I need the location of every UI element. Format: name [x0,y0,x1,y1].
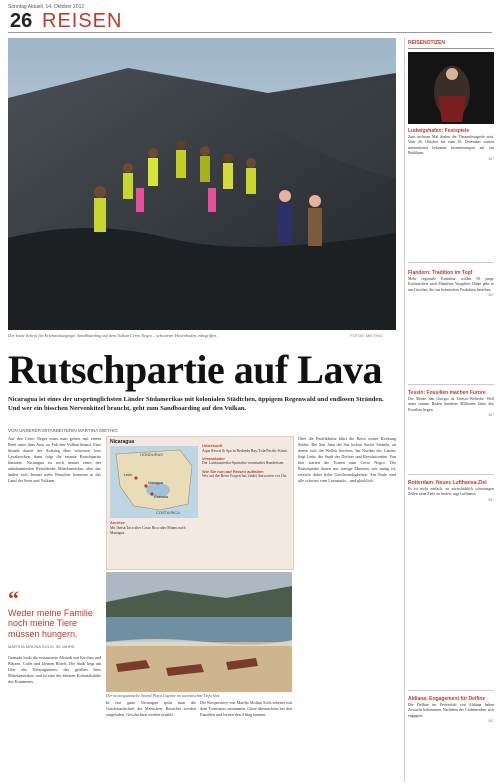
map-label-honduras: HONDURAS [140,452,163,457]
map-label-managua: Managua [148,481,163,485]
sidebar-item-body: Die Delfine im Ferienclub von Aldiana haben Zuwachs bekommen. Nachdem der Clubbetreiber sich engagiert. [408,703,494,718]
map-label-costa-rica: COSTA RICA [156,510,180,515]
info-heading: Veranstalter [202,455,225,461]
info-text: Der Lateinamerika-Spezialist veranstaltet Rundreisen. [202,461,285,466]
article-lead: Nicaragua ist eines der ursprünglichsten Länder Südamerikas mit kolonialen Städtchen, üppigem Regenwald und endlosen Stränden. Und wer ein bisschen Nervenkitzel braucht, geht zum Sandboarding auf den Vulkan. [8,396,384,412]
article-byline: VON UNSERER MITARBEITERIN MARTINA MIETHIG [8,428,118,433]
article-column-3: Die Kooperative von Martha Molina Solis arbeitet mit dem Tourismus zusammen. Gäste übernachten bei den Familien und lernen den Alltag kennen. [200,700,292,717]
volcano-hikers-illustration [8,38,396,330]
sidebar-item-body: Der Monte San Giorgio ist Unesco-Welterbe. Weil unter seinem Boden hunderte Millionen Jahre alte Fossilien liegen. [408,397,494,412]
sidebar-item-code: 567 [488,413,494,418]
sidebar-item-body: Mehr regionale Esskultur wollen 59 junge Küchenchefs nach Flanderns Vorgaben. Dabei geht es um Gerichte, die aus heimischen Produkten bestehen. [408,277,494,292]
map-label-granada: Granada [154,495,168,499]
sidebar-item [408,128,494,161]
sidebar-item [408,696,494,723]
sidebar-item-body: Es ist nicht einfach, zu wirtschaftlich schwierigen Zeiten neue Ziele zu finden, sagt Lufthansa. [408,487,494,497]
sidebar-item-title: Rotterdam: Neues Lufthansa-Ziel [408,480,487,486]
info-text: Wer auf der Reise Fragen hat, findet Antworten vor Ort. [202,474,287,479]
hero-caption: Der letzte Schritt für Erlebnishungrige: Sandboarding auf dem Vulkan Cerro Negro – schwarzer Hosenboden inbegriffen. [8,333,218,338]
quote-mark-icon: “ [8,586,19,611]
sidebar-item-code: 567 [488,497,494,502]
quote-text: Weder meine Familie noch meine Tiere müssen hungern. [8,607,93,640]
article-headline: Rutschpartie auf Lava [8,347,382,392]
map-icon [110,446,198,518]
sidebar-item [408,480,494,502]
sidebar-divider [408,690,494,691]
sidebar-item-code: 567 [488,719,494,724]
photo-credit: FOTOS: MIETHIG [350,333,383,338]
page-number: 26 [10,10,33,32]
sidebar-item-title: Flandern: Tradition im Topf [408,270,473,276]
sidebar-photo [408,52,494,124]
sidebar-item-title: Ludwigshafen: Festspiele [408,128,470,134]
sidebar-item-title: Tessin: Fossilien machen Furore [408,390,486,396]
article-column-1b: Granada lockt die restaurierte Altstadt mit Kirchen und Plätzen, Cafés und kleinen Hotels. Die Stadt liegt am Ufer des Nicaraguasees, des größten Sees Mittelamerikas, und ist eine der ältesten Kolonialstädte des Kontinents. [8,655,101,684]
sidebar-title: REISENOTIZEN [408,40,445,46]
quote-source: MARTHA MOLINA SOLIS, 59 JAHRE [8,643,75,649]
pull-quote [8,586,101,649]
beach-caption: Der nicaraguanische Strand Playa Gigante im touristischen Tiefschlaf. [106,693,220,698]
info-box-left [110,518,196,536]
sidebar-divider [408,474,494,475]
info-heading: Unterkunft [202,443,223,448]
beach-photo [106,572,292,692]
sidebar-item [408,390,494,417]
info-text: Aqua Resort & Spa in Redonda Bay, Tola/Pacific-Küste. [202,448,288,453]
sidebar-item-code: 567 [488,156,494,161]
sidebar-rule [408,48,494,49]
hero-photo [8,38,396,330]
sidebar-item-title: Aldiana: Engagement für Delfine [408,696,486,702]
section-title: REISEN [42,10,123,32]
article-column-1: Auf den Cerro Negro muss man gehen, mit einem Brett unter dem Arm, zu Fuß den Vulkan hinauf. Eine Stunde dauert der Aufstieg über schwarze, lose Lavabrocken, dann folgt die rasante Rutschpartie hinunter. Nicaragua ist noch immer eines der unbekanntesten Reiseländer Mittelamerikas, aber das ändert sich: Immer mehr Besucher kommen in das Land der Seen und Vulkane. [8,436,101,483]
article-column-2: In fast ganz Nicaragua spürt man die Gastfreundschaft der Menschen. Besucher werden eingeladen, Geschichten werden erzählt. [106,700,196,717]
sidebar-divider [408,384,494,385]
sidebar-item-body: Zum sechsten Mal finden die Theaterfestspiele statt. Vom 26. Oktober bis zum 16. Dezember warten international bekannte Inszenierungen auf ein Publikum. [408,135,494,156]
map-label-leon: León [124,473,132,477]
info-box-title: Nicaragua [110,439,135,445]
info-heading: Wie Sie nun auf Reisen auffallen [202,468,264,474]
info-text: Mit Iberia/Taca über Costa Rica oder Miami nach Managua. [110,525,186,535]
beach-illustration [106,572,292,692]
nicaragua-map [110,446,198,518]
info-heading: Anreise [110,520,125,525]
sidebar-divider [408,262,494,263]
article-column-4: Über die Pazifikküste führt die Reise weiter Richtung Süden. Bei San Juan del Sur locken Surfer Strände, an denen sich die Wellen brechen. Im Norden des Landes liegt León, die Stadt der Dichter und Revolutionäre. Von hier starten die Touren zum Cerro Negro. Die Rutschpartie dauert nur wenige Minuten, wer mutig ist, erreicht dabei hohe Geschwindigkeiten. Am Ende sind alle schwarz vom Lavastaub – und glücklich. [298,436,396,483]
sidebar-item [408,270,494,297]
sidebar-item-code: 567 [488,293,494,298]
stage-photo-icon [408,52,494,124]
info-box-right [202,441,288,479]
dateline: Sonntag Aktuell, 14. Oktober 2012 [8,4,85,10]
